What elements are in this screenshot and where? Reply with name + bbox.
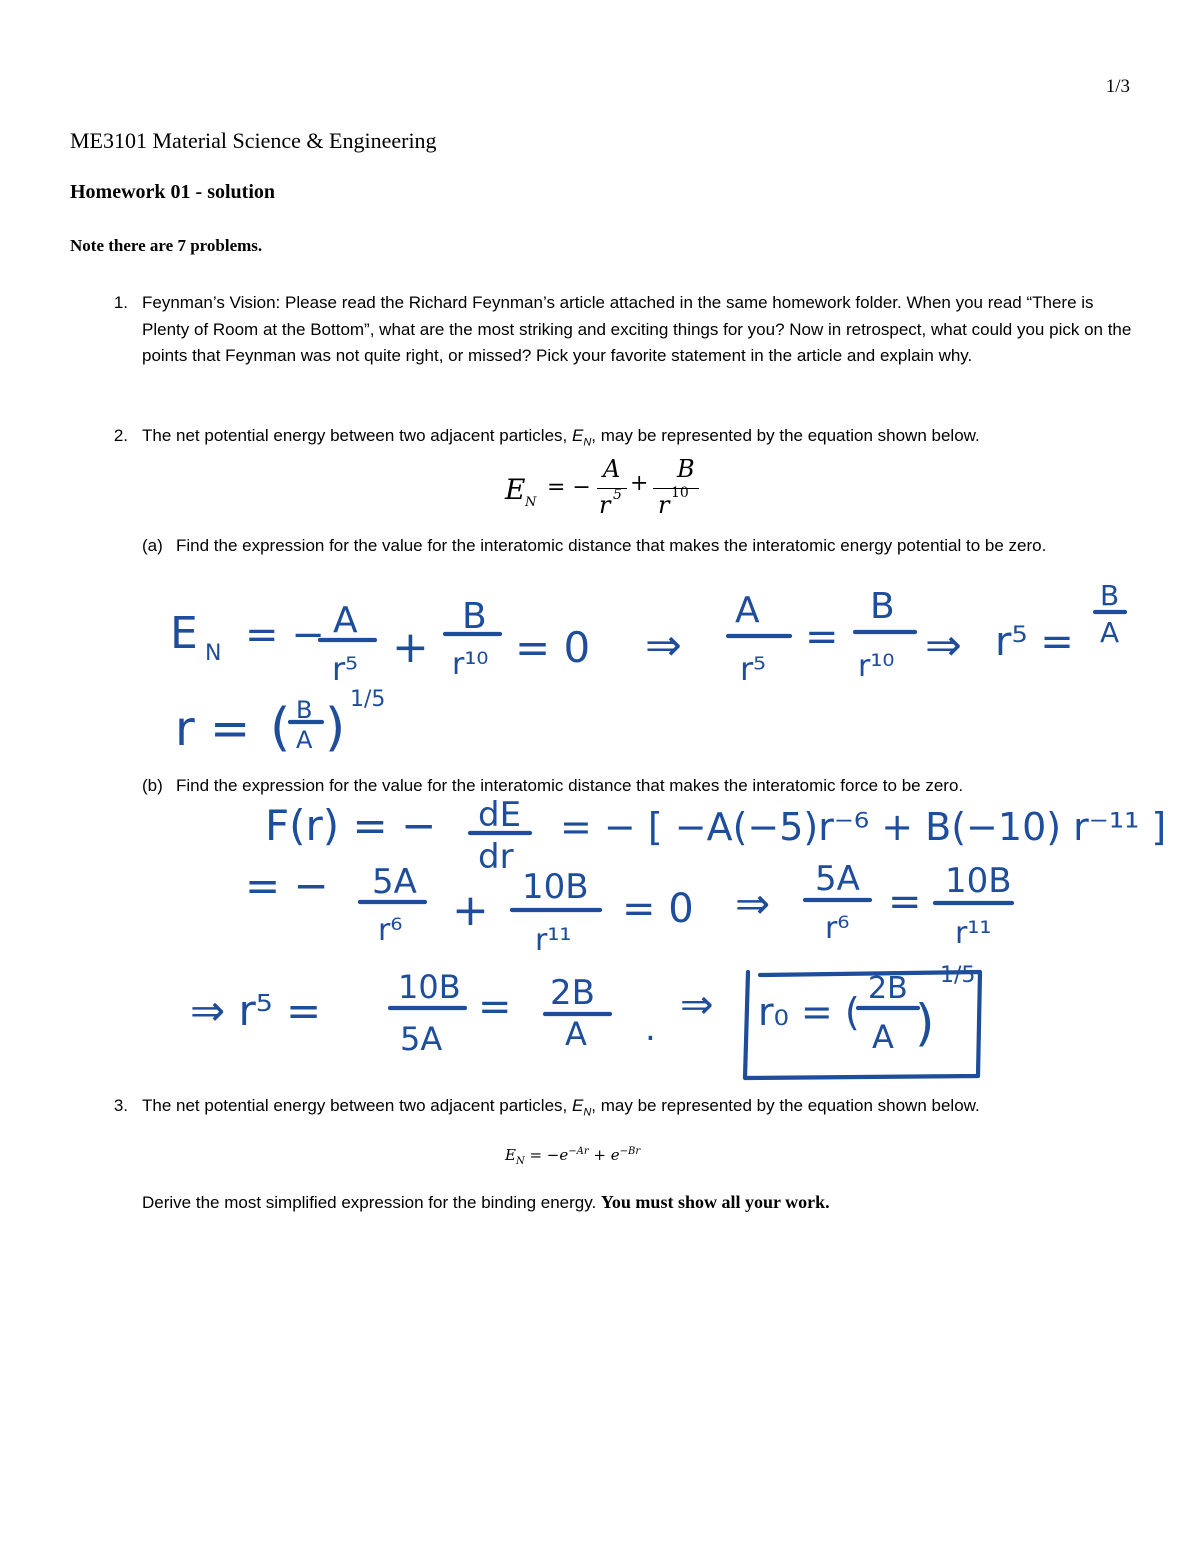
problem-3-text-after: , may be represented by the equation shown below.	[591, 1096, 980, 1115]
hw-b3-paren-close: )	[915, 994, 935, 1052]
hw-b2-10b-2: 10B	[945, 861, 1012, 901]
exponential-potential-equation	[505, 1146, 640, 1167]
hw-b3-5a: 5A	[400, 1020, 443, 1058]
eq3-exp2: −Br	[619, 1146, 641, 1157]
hw-a2-exp: 1/5	[350, 687, 386, 712]
homework-title: Homework 01 - solution	[70, 181, 275, 203]
hw-b3-dot: .	[645, 1009, 656, 1049]
hw-b2-r6: r⁶	[378, 913, 403, 948]
equation-denominator-r1: r	[599, 491, 611, 519]
hw-a-ratio-b: B	[1100, 579, 1120, 612]
hw-b3-10b: 10B	[398, 968, 461, 1006]
hw-a-num-b2: B	[870, 586, 895, 627]
hw-b2-eq-minus: = −	[245, 861, 329, 910]
equation-exponent-5: 5	[613, 487, 622, 503]
part-a-label: (a)	[142, 536, 163, 555]
hw-a2-paren-close: )	[325, 698, 346, 758]
hw-a-num-a: A	[333, 600, 358, 641]
problem-2-text-after: , may be represented by the equation shown below.	[591, 426, 980, 445]
hw-b3-r5-eq: ⇒ r⁵ =	[190, 986, 322, 1035]
problem-1-text: Feynman’s Vision: Please read the Richard Feynman’s article attached in the same homework folder. When you read “There is Plenty of Room at the Bottom”, what are the most striking and exciting things for you? Now in retrospect, what could you pick on the points that Feynman was not quite right, or missed? Pick your favorite statement in the article and explain why.	[142, 293, 1132, 365]
equation-lhs-sub: N	[525, 495, 537, 510]
problem-3-derive	[142, 1189, 1132, 1217]
hw-a-r5-eq: r⁵ =	[995, 619, 1074, 665]
page-number: 1/3	[1105, 76, 1130, 97]
hw-a-den-r10: r¹⁰	[452, 647, 489, 682]
problem-2-text-before: The net potential energy between two adjacent particles,	[142, 426, 572, 445]
hw-b3-r0: r₀ = (	[758, 990, 860, 1034]
hw-b3-2b-box: 2B	[868, 971, 908, 1006]
hw-b-force-lhs: F(r) = −	[265, 801, 437, 850]
part-a-text: Find the expression for the value for the interatomic distance that makes the interatomic energy potential to be zero.	[176, 536, 1047, 555]
problem-count-note: Note there are 7 problems.	[70, 236, 263, 255]
hw-b-de: dE	[478, 795, 522, 835]
hw-a-den-r5: r⁵	[332, 650, 358, 688]
hw-b2-10b: 10B	[522, 867, 589, 907]
course-title: ME3101 Material Science & Engineering	[70, 128, 437, 153]
equation-exponent-10: 10	[671, 485, 689, 501]
equation-plus: +	[630, 471, 649, 496]
hw-a-num-b: B	[462, 596, 487, 637]
hw-a-eq-zero: = 0	[515, 623, 591, 672]
hw-b2-implies: ⇒	[735, 879, 771, 928]
hw-b2-eq-zero: = 0	[622, 886, 694, 932]
hw-b3-a: A	[565, 1015, 587, 1053]
hw-b2-r11: r¹¹	[535, 923, 572, 958]
equation-lhs: E	[505, 473, 526, 506]
eq3-lhs: E	[505, 1146, 516, 1164]
problem-3-derive-bold: You must show all your work.	[600, 1192, 830, 1212]
problem-3-en-sub: N	[583, 1106, 592, 1119]
part-b-text: Find the expression for the value for the interatomic distance that makes the interatomic force to be zero.	[176, 776, 964, 795]
eq3-exp1: −Ar	[568, 1146, 589, 1157]
hw-b3-implies: ⇒	[680, 982, 714, 1028]
hw-b2-5a: 5A	[372, 862, 417, 902]
eq3-rhs1: = −e	[524, 1146, 569, 1164]
hw-a2-b: B	[296, 696, 313, 724]
hw-b2-r6-2: r⁶	[825, 911, 850, 946]
part-b-label: (b)	[142, 776, 163, 795]
hw-b2-equals: =	[888, 879, 922, 925]
problem-3-text	[142, 1093, 1132, 1126]
equation-denominator-r2: r	[658, 491, 670, 519]
hw-b-bracket-expr: = − [ −A(−5)r⁻⁶ + B(−10) r⁻¹¹ ]	[560, 805, 1167, 849]
equation-numerator-b: B	[677, 455, 695, 483]
hw-a-E: E	[170, 608, 198, 659]
eq3-lhs-sub: N	[515, 1156, 525, 1167]
problem-3-text-before: The net potential energy between two adjacent particles,	[142, 1096, 572, 1115]
equation-equals-minus: = −	[547, 475, 591, 500]
hw-a2-r-eq: r =	[175, 701, 251, 757]
problem-2-en-sub: N	[583, 436, 592, 449]
hw-a2-a: A	[296, 726, 313, 754]
problem-3-derive-text: Derive the most simplified expression for the binding energy.	[142, 1193, 601, 1212]
eq3-plus: + e	[588, 1146, 620, 1164]
hw-a-den-r5b: r⁵	[740, 650, 766, 688]
hw-a-equals: =	[805, 614, 839, 660]
problem-3-en-symbol: E	[572, 1096, 584, 1115]
hw-b3-2b: 2B	[550, 973, 595, 1013]
hw-b3-equals: =	[478, 984, 512, 1030]
hw-a-implies1: ⇒	[645, 620, 682, 671]
problem-2-number: 2.	[113, 426, 128, 445]
hw-a-implies2: ⇒	[925, 620, 962, 671]
hw-a-N: N	[205, 641, 222, 666]
problem-2-en-symbol: E	[572, 426, 584, 445]
hw-a-plus: +	[392, 622, 429, 673]
equation-numerator-a: A	[603, 455, 621, 483]
hw-a-den-r10b: r¹⁰	[858, 649, 895, 684]
hw-b-dr: dr	[478, 837, 514, 877]
hw-b3-exp: 1/5	[940, 963, 976, 988]
hw-a-num-a2: A	[735, 590, 760, 631]
problem-1-number: 1.	[113, 293, 128, 312]
hw-a-ratio-a: A	[1100, 616, 1120, 649]
hw-a2-paren-open: (	[270, 698, 291, 758]
problem-3-number: 3.	[113, 1096, 128, 1115]
hw-b2-r11-2: r¹¹	[955, 916, 992, 951]
hw-b2-plus: +	[452, 885, 489, 936]
hw-b2-5a-2: 5A	[815, 859, 860, 899]
hw-a-eq-minus: = −	[245, 612, 325, 658]
hw-b3-a-box: A	[872, 1018, 894, 1056]
